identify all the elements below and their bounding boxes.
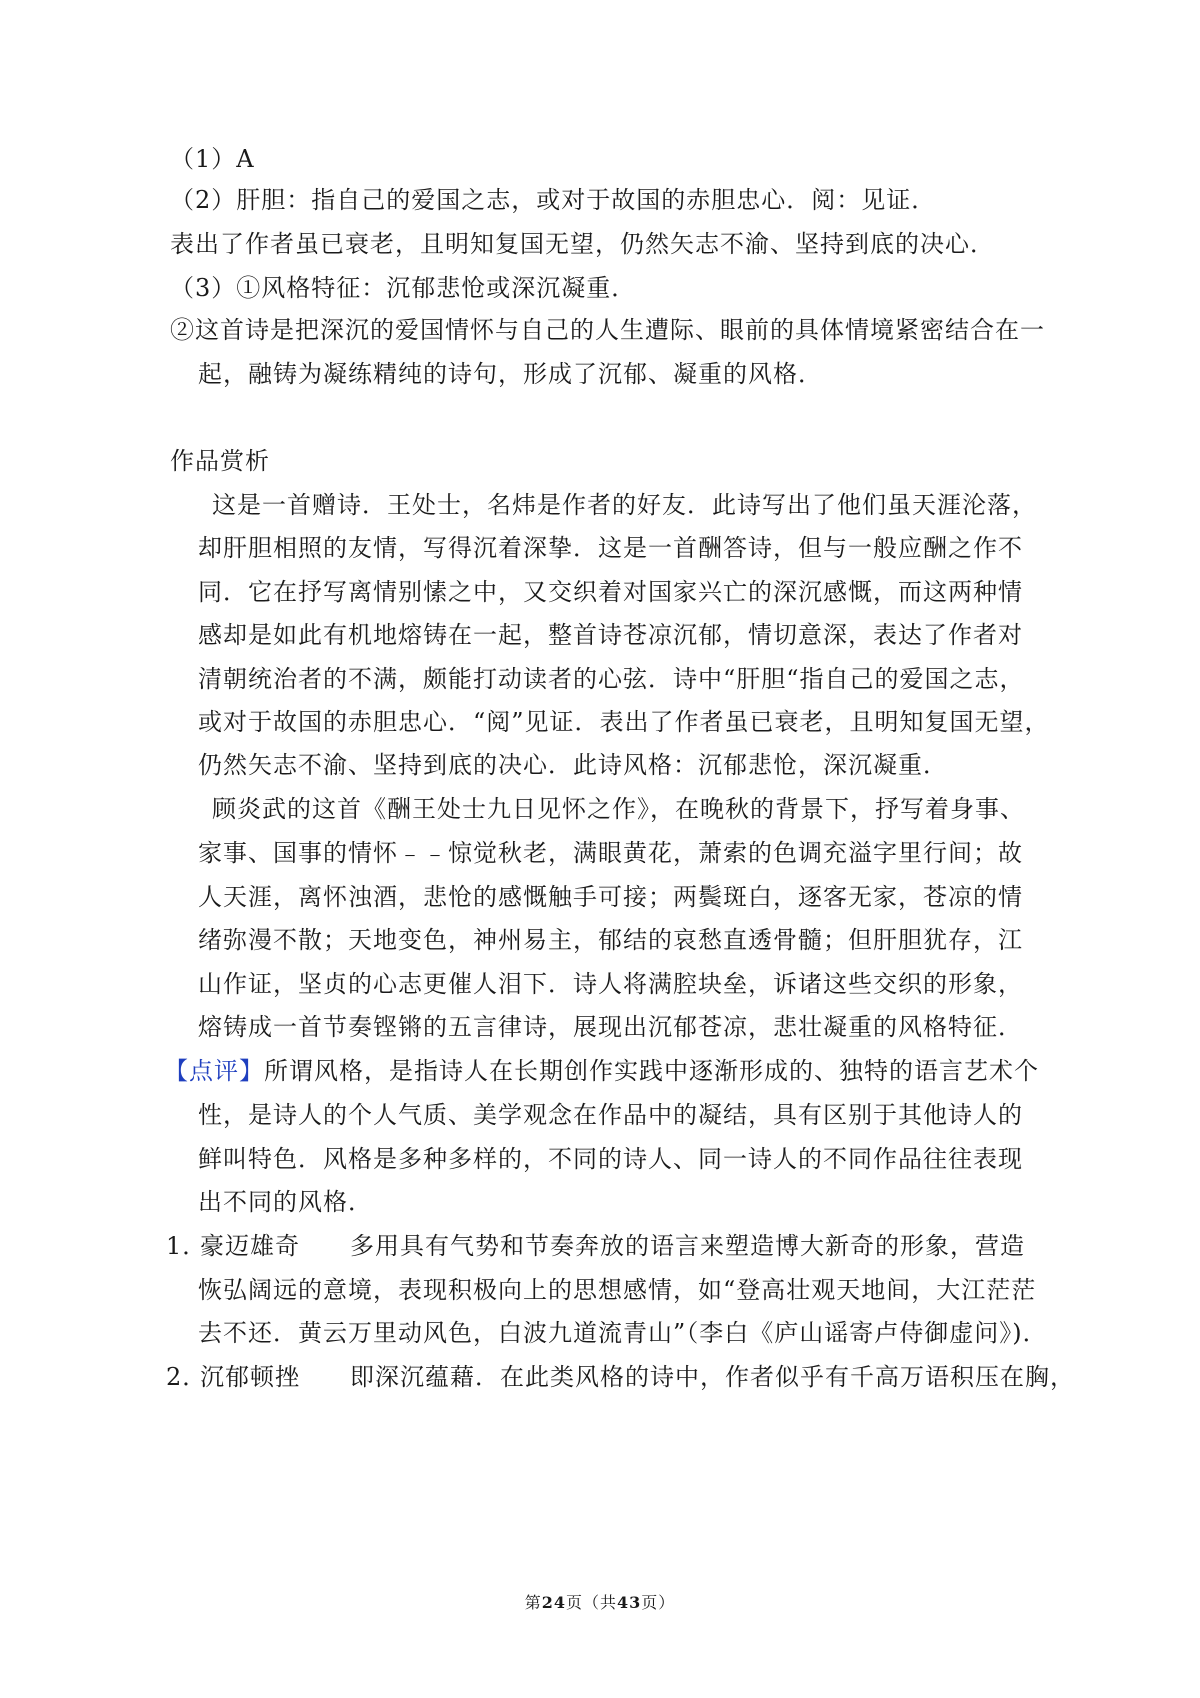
list-item-line: 恢弘阔远的意境，表现积极向上的思想感情，如“登高壮观天地间，大江茫茫: [198, 1276, 1037, 1304]
paragraph-line: 山作证，坚贞的心志更催人泪下．诗人将满腔块垒，诉诸这些交织的形象，: [198, 970, 1023, 998]
comment-first-line: [164, 1055, 1039, 1087]
answer-3: （3）①风格特征：沉郁悲怆或深沉凝重．: [170, 274, 637, 302]
list-item-line: 去不还．黄云万里动风色，白波九道流青山”（李白《庐山谣寄卢侍御虚问》)．: [198, 1319, 1048, 1347]
list-item-text: 豪迈雄奇 多用具有气势和节奏奔放的语言来塑造博大新奇的形象，营造: [200, 1232, 1025, 1260]
comment-line: 出不同的风格．: [198, 1188, 373, 1216]
comment-tag: 【点评】: [164, 1057, 264, 1085]
list-number: 1．: [166, 1232, 208, 1260]
paragraph-line: 熔铸成一首节奏铿锵的五言律诗，展现出沉郁苍凉，悲壮凝重的风格特征．: [198, 1013, 1023, 1041]
list-number: 2．: [166, 1363, 208, 1391]
footer-suffix: 页）: [641, 1593, 676, 1612]
paragraph-line: 仍然矢志不渝、坚持到底的决心．此诗风格：沉郁悲怆，深沉凝重．: [198, 751, 948, 779]
answer-2: （2）肝胆：指自己的爱国之志，或对于故国的赤胆忠心．阅：见证．: [170, 186, 937, 214]
analysis-heading: 作品赏析: [170, 447, 270, 475]
answer-3-point-2: ②这首诗是把深沉的爱国情怀与自己的人生遭际、眼前的具体情境紧密结合在一: [170, 316, 1045, 344]
paragraph-line: 家事、国事的情怀﹣﹣惊觉秋老，满眼黄花，萧索的色调充溢字里行间；故: [198, 839, 1023, 867]
answer-1: （1）A: [170, 145, 255, 173]
answer-2-continued: 表出了作者虽已衰老，且明知复国无望，仍然矢志不渝、坚持到底的决心．: [170, 230, 995, 258]
paragraph-line: 这是一首赠诗．王处士，名炜是作者的好友．此诗写出了他们虽天涯沦落，: [212, 491, 1037, 519]
paragraph-line: 人天涯，离怀浊酒，悲怆的感慨触手可接；两鬓斑白，逐客无家，苍凉的情: [198, 883, 1023, 911]
current-page-number: 24: [541, 1593, 566, 1612]
comment-text: 所谓风格，是指诗人在长期创作实践中逐渐形成的、独特的语言艺术个: [264, 1057, 1039, 1085]
style-item-2: [166, 1361, 1075, 1393]
style-item-1: [166, 1230, 1025, 1262]
paragraph-line: 感却是如此有机地熔铸在一起，整首诗苍凉沉郁，情切意深，表达了作者对: [198, 621, 1023, 649]
paragraph-line: 或对于故国的赤胆忠心．“阅”见证．表出了作者虽已衰老，且明知复国无望，: [198, 708, 1050, 736]
paragraph-line: 清朝统治者的不满，颇能打动读者的心弦．诗中“肝胆“指自己的爱国之志，: [198, 665, 1025, 693]
footer-prefix: 第: [524, 1593, 542, 1612]
footer-middle: 页（共: [565, 1593, 617, 1612]
answer-3-point-2-continued: 起，融铸为凝练精纯的诗句，形成了沉郁、凝重的风格．: [198, 360, 823, 388]
comment-line: 鲜叫特色．风格是多种多样的，不同的诗人、同一诗人的不同作品往往表现: [198, 1145, 1023, 1173]
paragraph-line: 绪弥漫不散；天地变色，神州易主，郁结的哀愁直透骨髓；但肝胆犹存，江: [198, 926, 1023, 954]
paragraph-line: 却肝胆相照的友情，写得沉着深挚．这是一首酬答诗，但与一般应酬之作不: [198, 534, 1023, 562]
comment-line: 性，是诗人的个人气质、美学观念在作品中的凝结，具有区别于其他诗人的: [198, 1101, 1023, 1129]
paragraph-line: 顾炎武的这首《酬王处士九日见怀之作》，在晚秋的背景下，抒写着身事、: [212, 795, 1025, 823]
total-pages: 43: [617, 1593, 642, 1612]
paragraph-line: 同．它在抒写离情别愫之中，又交织着对国家兴亡的深沉感慨，而这两种情: [198, 578, 1023, 606]
page-footer: [0, 1592, 1200, 1614]
list-item-text: 沉郁顿挫 即深沉蕴藉．在此类风格的诗中，作者似乎有千高万语积压在胸，: [200, 1363, 1075, 1391]
